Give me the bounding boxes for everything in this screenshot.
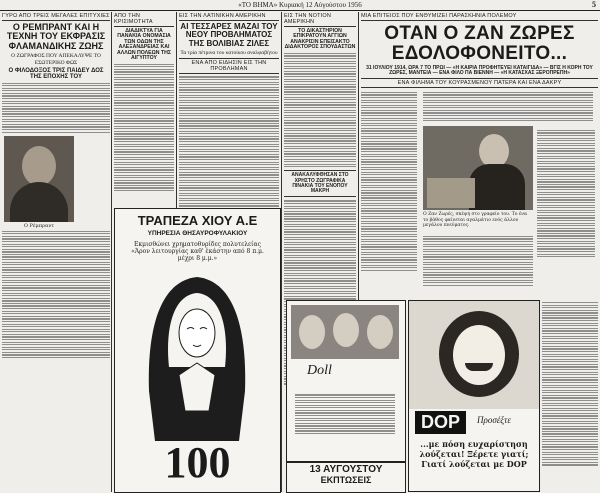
feature-jaures: [361, 12, 598, 312]
doll-copy: [295, 393, 395, 436]
bank-body: Εκμισθώνει χρηματοθυρίδες πολυτελείας «Άρον λειτουργίας καθ' ἑκάστην από 8 π.μ. μέχρι 8 μ.μ.»: [131, 241, 264, 263]
sidehead: ΕΝΑ ΦΙΛΗΜΑ ΤΟΥ ΚΟΥΡΑΣΜΕΝΟΥ ΠΑΤΕΡΑ ΚΑΙ ΕΝΑ ΔΑΚΡΥ: [361, 78, 598, 88]
sale-date: 13 ΑΥΓΟΥΣΤΟΥ: [309, 464, 383, 475]
column-rule: [176, 12, 177, 208]
body-text: [2, 83, 110, 133]
woman-illustration: [409, 301, 539, 409]
madonna-illustration: [139, 271, 255, 441]
headline: ΑΙ ΤΕΣΣΑΡΕΣ ΜΑΖΑΙ ΤΟΥ ΝΕΟΥ ΠΡΟΒΛΗΜΑΤΟΣ ΤΗΣ ΒΟΛΙΒΙΑΣ ΖΙΛΕΣ: [180, 22, 278, 48]
body-text: [542, 302, 598, 466]
body-text-right: [537, 128, 595, 258]
dop-tagline: Προσέξτε: [477, 415, 511, 425]
dop-logo: DOP: [415, 411, 466, 434]
body-text: [179, 76, 279, 216]
body-text: [284, 53, 356, 168]
rembrandt-portrait: [4, 136, 74, 222]
dop-shampoo-advertisement: [408, 300, 540, 492]
sale-advertisement: [286, 462, 406, 493]
doll-advertisement: [286, 300, 406, 462]
column-rembrandt: [2, 12, 110, 492]
body-text-2: [2, 231, 110, 359]
photo-caption: Ο Ζαν Ζωρές, σκέψη στο γραφείο του. Το ένα το βάθος φαίνεται αγαλμάτιο ενός άλλου μεγάλου πνεύματος.: [423, 212, 527, 229]
headline: Ο ΡΕΜΠΡΑΝΤ ΚΑΙ Η ΤΕΧΝΗ ΤΟΥ ΕΚΦΡΑΣΙΣ ΦΛΑΜΑΝΔΙΚΗΣ ΖΩΗΣ: [6, 22, 106, 51]
kicker: ΜΙΑ ΕΠΙΤΕΙΟΣ ΠΟΥ ΕΝΘΥΜΙΖΕΙ ΠΑΡΑΣΚΗΝΙΑ ΠΟΛΕΜΟΥ: [361, 12, 598, 21]
column-alexandria: [114, 12, 174, 217]
hair-illustration: [291, 305, 399, 359]
kicker: ΕΙΣ ΤΗΝ ΝΟΤΙΟΝ ΑΜΕΡΙΚΗΝ: [284, 12, 356, 27]
masthead: «ΤΟ ΒΗΜΑ» Κυριακή 12 Αὐγούστου 1956: [238, 1, 362, 9]
headline: ΤΟ ΔΙΚΑΣΤΗΡΙΟΝ ΕΠΙΚΡΑΤΟΥΝ ΑΓΓΙΩΝ ΑΝΑΚΡΙΣΙΝ ΕΠΕΙΣΑΚΤΟ ΔΙΔΑΚΤΟΡΟΣ ΣΠΟΥΔΑΣΤΩΝ: [284, 28, 356, 51]
jaures-photo: [423, 126, 533, 210]
headline: ΔΙΑΔΙΚΤΥΑ ΓΙΑ ΠΑΝΑΚΙΑ ΟΝΟΜΑΣΙΑ ΤΩΝ ΟΔΩΝ ΤΗΣ ΑΛΕΞΑΝΔΡΕΙΑΣ ΚΑΙ ΑΛΛΩΝ ΠΟΛΕΩΝ ΤΗΣ ΑΙΓΥΠΤΟΥ: [117, 28, 171, 62]
body-text-top: [423, 90, 593, 122]
bank-subtitle: ΥΠΗΡΕΣΙΑ ΘΗΣΑΥΡΟΦΥΛΑΚΙΟΥ: [147, 230, 248, 237]
bank-advertisement: [114, 208, 281, 493]
bank-big-number: 100: [164, 438, 231, 487]
portrait-caption: Ο Ρέμπραντ: [23, 222, 55, 229]
kicker-secondary: ΕΝΑ ΑΠΟ ΕΙΔΗΣΙΝ ΕΙΣ ΤΗΝ ΠΡΟΒΛΗΜΑΝ: [179, 58, 279, 74]
subhead: Τα τρία πέτρινα του κατοίκου αναλφαβήτου: [180, 50, 278, 57]
subhead: 31 ΙΟΥΛΙΟΥ 1914, ΩΡΑ 7 ΤΟ ΠΡΩΙ — «Η ΚΑΙΡΙΑ ΠΡΟΦΗΤΕΥΕΙ ΚΑΤΑΙΓΙΔΑ» — ΒΓΙΣ Η ΚΟΡΗ ΤΟΥ ΖΩΡΕΣ, ΜΑΝΤΕΙΑ — ΕΝΑ ΦΙΛΟ ΠΑ ΒΙΕΝΝΗ — «Η ΚΑΤΑΣΧΑΣ ΞΕΡΟΠΡΕΠΗ»: [366, 64, 593, 77]
sale-word: ΕΚΠΤΩΣΕΙΣ: [320, 475, 372, 485]
body-text-left: [361, 90, 417, 272]
body-text: [114, 64, 174, 192]
page-number: 5: [592, 0, 596, 9]
kicker: ΓΥΡΩ ΑΠΟ ΤΡΕΙΣ ΜΕΓΑΛΕΣ ΕΠΙΤΥΧΙΕΣ: [2, 13, 110, 19]
subhead: Ο ΖΩΓΡΑΦΟΣ ΠΟΥ ΑΠΕΚΑΛΥΨΕ ΤΟ ΕΣΩΤΕΡΙΚΟ ΦΩΣ: [11, 53, 101, 66]
headline: ΟΤΑΝ Ο ΖΑΝ ΖΩΡΕΣ ΕΔΟΛΟΦΟΝΕΙΤΟ...: [384, 23, 575, 64]
kicker: ΕΙΣ ΤΗΝ ΛΑΤΙΝΙΚΗΝ ΑΜΕΡΙΚΗΝ: [179, 12, 279, 21]
masthead-bar: [0, 0, 600, 11]
column-continuation: [542, 300, 598, 490]
column-rule: [281, 12, 282, 492]
bank-title: ΤΡΑΠΕΖΑ ΧΙΟΥ Α.Ε: [137, 213, 258, 228]
box-headline: ΑΝΑΚΑΛΥΦΘΗΣΑΝ ΣΤΟ ΧΡΗΣΤΟ ΖΩΓΡΑΦΙΚΑ ΠΙΝΑΚΙΑ ΤΟΥ ΕΝΟΠΟΥ ΜΑΚΡΗ: [291, 172, 349, 195]
body-text-mid: [423, 234, 533, 287]
dop-body: ...με πόση ευχαρίστηση λούζεται! Ξέρετε γιατί; Γιατί λούζεται με DOP: [419, 439, 529, 469]
subhead-secondary: Ο ΦΙΛΟΔΟΞΟΣ ΤΡΙΣ ΠΑΙΔΕΥ ΔΟΣ ΤΗΣ ΕΠΟΧΗΣ ΤΟΥ: [8, 67, 104, 81]
feature-body: [361, 88, 598, 312]
boxed-item: [284, 170, 356, 197]
kicker: ΑΠΟ ΤΗΝ ΚΡΙΣΙΜΟΤΗΤΑ: [114, 12, 174, 27]
doll-brand: Doll: [307, 363, 332, 378]
column-rule: [111, 12, 112, 492]
